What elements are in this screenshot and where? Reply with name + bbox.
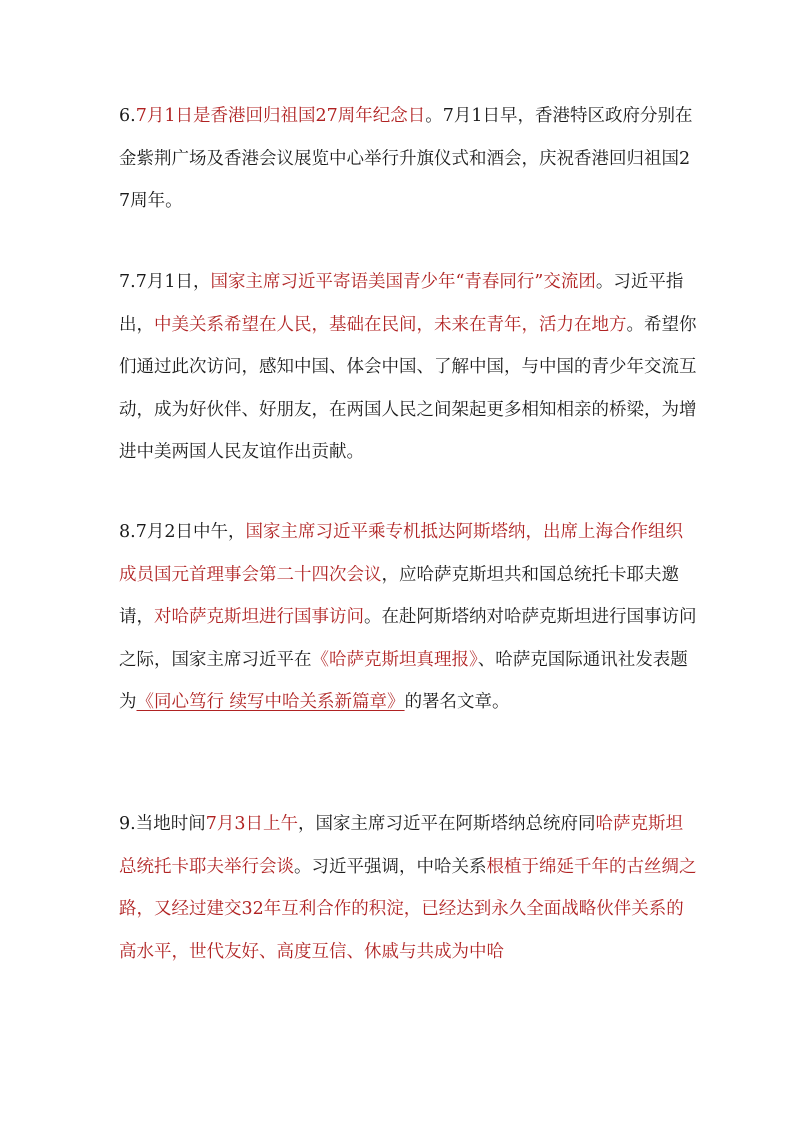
highlighted-text: 国家主席习近平乘专机抵达阿斯塔纳，出席上海合作组织成员国元首理事会第二十四次会议 [119, 522, 683, 585]
body-text: ，应哈萨克斯坦共和国总统托卡耶夫邀请， [119, 564, 679, 627]
paragraph-7 [119, 261, 699, 474]
body-text: 的署名文章。 [404, 692, 510, 712]
body-text: 9.当地时间 [119, 814, 206, 834]
highlighted-text: 7月1日是香港回归祖国27周年纪念日 [135, 106, 426, 126]
highlighted-text: 7月3日上午 [205, 814, 298, 834]
highlighted-text: 哈萨克斯坦总统托卡耶夫举行会谈 [119, 814, 683, 877]
highlighted-text: 对哈萨克斯坦进行国事访问 [154, 607, 364, 627]
highlighted-text: 中美关系希望在人民，基础在民间，未来在青年，活力在地方 [154, 314, 627, 335]
body-text: 8.7月2日中午， [119, 522, 246, 542]
paragraph-number: 6. [119, 106, 136, 126]
article-title-link[interactable]: 《同心笃行 续写中哈关系新篇章》 [136, 692, 405, 712]
body-text: 。习近平指出， [119, 272, 684, 335]
paragraph-6 [119, 95, 699, 223]
body-text: ，国家主席习近平在阿斯塔纳总统府同 [297, 814, 596, 834]
highlighted-text: 国家主席习近平寄语美国青少年“青春同行”交流团 [210, 272, 596, 292]
newspaper-title: 《哈萨克斯坦真理报》 [311, 649, 478, 670]
body-text: 7.7月1日， [119, 272, 211, 292]
highlighted-text: 根植于绵延千年的古丝绸之路，又经过建交32年互利合作的积淀，已经达到永久全面战略伙伴关系的高水平，世代友好、高度互信、休戚与共成为中哈 [119, 856, 697, 962]
body-text: 、哈萨克国际通讯社发表题为 [119, 649, 688, 712]
body-text: 。希望你们通过此次访问，感知中国、体会中国、了解中国，与中国的青少年交流互动，成为好伙伴、好朋友，在两国人民之间架起更多相知相亲的桥梁，为增进中美两国人民友谊作出贡献。 [119, 314, 697, 462]
body-text: 。7月1日早，香港特区政府分别在金紫荆广场及香港会议展览中心举行升旗仪式和酒会，庆祝香港回归祖国27周年。 [119, 106, 693, 211]
body-text: 。习近平强调，中哈关系 [294, 856, 487, 877]
paragraph-8 [119, 511, 699, 724]
paragraph-9 [119, 803, 699, 973]
body-text: 。在赴阿斯塔纳对哈萨克斯坦进行国事访问之际，国家主席习近平在 [119, 607, 697, 670]
